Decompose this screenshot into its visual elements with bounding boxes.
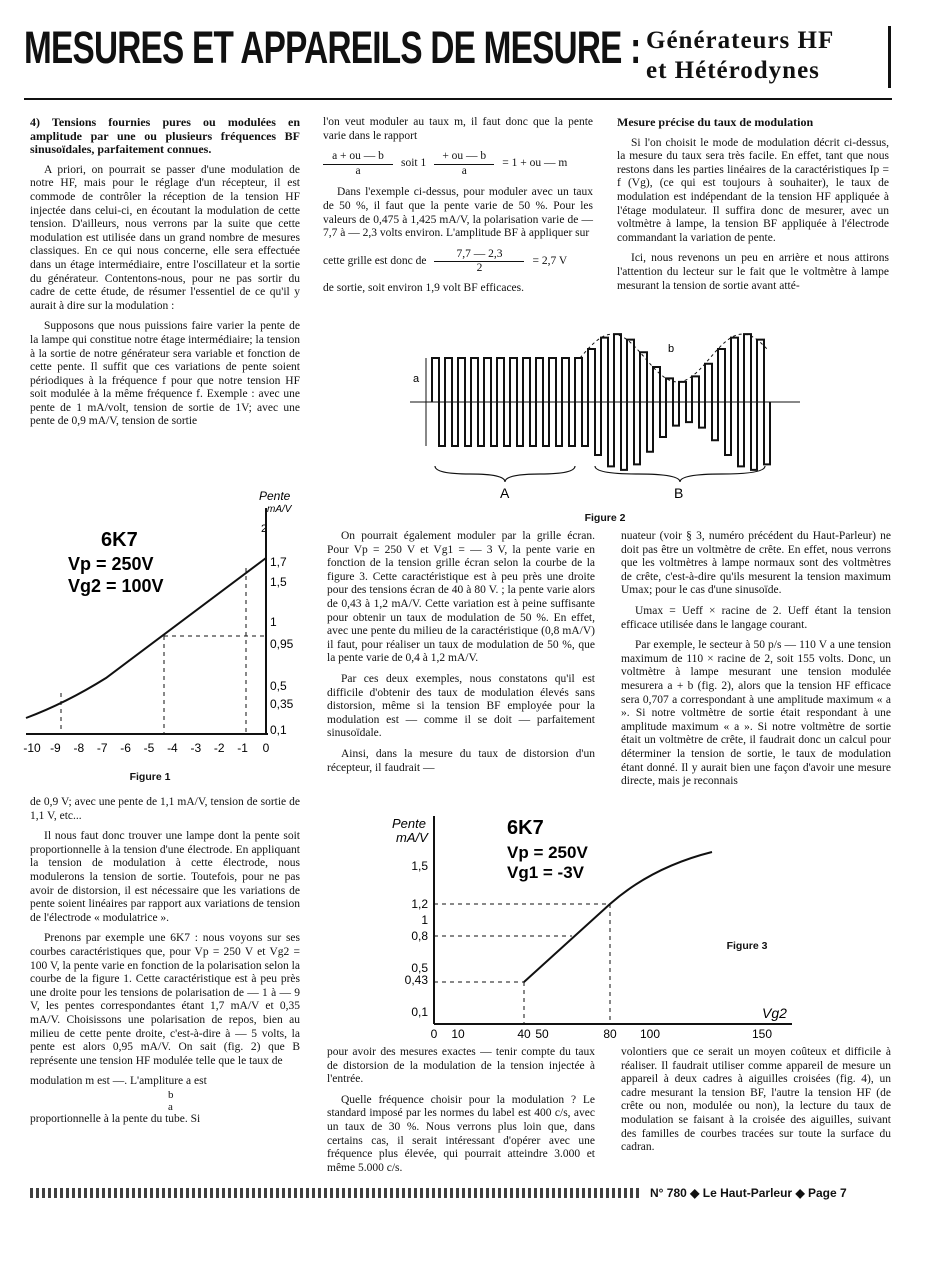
y-axis-unit: mA/V	[267, 504, 292, 515]
column-1-top	[30, 116, 300, 436]
figure-3-graph	[392, 812, 802, 1042]
column-2-bottom	[327, 1046, 595, 1182]
y-tick-label: 1,5	[411, 859, 428, 873]
y-tick-label: 1	[421, 913, 428, 927]
paragraph: volontiers que ce serait un moyen coûteux et difficile à réaliser. Il faudrait utiliser comme appareil de mesure un appareil à deux cadres à aiguilles croisées (fig. 4), un cadre mesurant la tension BF, l'autre la tension HF (de crête ou non, modulée ou non), la lecture du taux de modulation se faisant à la croisée des aiguilles, suivant des familles de courbes tracées sur toute la surface du cadran.	[621, 1046, 891, 1154]
paragraph: Il nous faut donc trouver une lampe dont la pente soit proportionnelle à la tension d'une électrode. En appliquant la tension de modulation à cette électrode, nous modulerons la tension de sortie. Toutefois, pour ne pas avoir de distorsion, il est nécessaire que les variations de pente soient linéaires par rapport aux variations de tension de l'électrode « modulatrice ».	[30, 830, 300, 924]
footer-rule	[30, 1188, 640, 1198]
figure-3-caption: Figure 3	[726, 940, 768, 952]
x-tick-label: 10	[451, 1027, 465, 1041]
diamond-icon: ◆	[690, 1186, 703, 1200]
guide-lines	[434, 904, 610, 1024]
figure-1-graph	[23, 488, 306, 778]
figure-2-caption: Figure 2	[584, 512, 626, 524]
y-tick-label: 1	[270, 615, 277, 629]
paragraph: Umax = Ueff × racine de 2. Ueff étant la tension efficace utilisée dans le langage courant.	[621, 604, 891, 631]
x-tick-label: -8	[73, 741, 85, 755]
x-tick-label: 0	[430, 1027, 438, 1041]
modulation-formula	[30, 1075, 300, 1089]
brace-a	[435, 466, 575, 482]
x-tick-label: 100	[639, 1027, 661, 1041]
paragraph: proportionnelle à la pente du tube. Si	[30, 1112, 201, 1125]
column-1-bottom	[30, 796, 300, 1133]
y-tick-labels	[270, 555, 294, 737]
tube-label: 6K7	[101, 529, 138, 551]
issue-number: N° 780	[650, 1186, 687, 1200]
column-3-middle	[621, 530, 891, 796]
x-tick-labels	[23, 741, 269, 755]
x-tick-label: -4	[167, 741, 178, 755]
paragraph: On pourrait également moduler par la grille écran. Pour Vp = 250 V et Vg1 = — 3 V, la pente varie en fonction de la tension grille écran selon la courbe de la figure 3. Cette caractéristique est à peu près une droite pour des tensions écran de 40 à 80 V. ; la pente varie alors de 0,43 à 1,2 mA/V. Cette variation est à peine suffisante pour obtenir un taux de modulation de 50 %. En effet, avec une pente du milieu de la caractéristique (0,8 mA/V) il faut, pour réaliser un taux de modulation de 50 %, que la pente varie de 0,4 à 1,2 mA/V.	[327, 530, 595, 665]
subtitle-box	[640, 26, 891, 88]
x-tick-label: 80	[603, 1027, 617, 1041]
figure-2-waveform	[410, 336, 800, 506]
formula-text: cette grille est donc de	[323, 255, 427, 268]
fraction-numerator: b	[168, 1088, 174, 1101]
x-tick-label: -7	[96, 741, 108, 755]
magazine-name: Le Haut-Parleur	[702, 1186, 793, 1200]
y-axis-unit: mA/V	[396, 830, 428, 845]
vg1-label: Vg1 = -3V	[507, 863, 585, 882]
fraction-denominator: a	[461, 164, 467, 177]
y-axis-label: Pente	[259, 489, 291, 503]
amplitude-formula	[323, 248, 593, 276]
x-tick-label: -6	[120, 741, 131, 755]
formula-text: = 1 + ou — m	[502, 157, 568, 170]
paragraph: Prenons par exemple une 6K7 : nous voyons sur ses courbes caractéristiques que, pour Vp = 250 V et Vg2 = 100 V, la pente varie en fonction de la polarisation selon la courbe de la figure 1. Cette caractéristique est à peu près une droite pour les tensions de polarisation de — 1 à — 9 V, les pentes correspondantes étant 1,7 mA/V et 0,35 mA/V. Choisissons une polarisation de repos, bien au milieu de cette pente droite, c'est-à-dire à — 5 volts, la pente est alors 0,95 mA/V. On sait (fig. 2) que B représente une tension HF modulée telle que le taux de	[30, 932, 300, 1067]
y-tick-label: 1,7	[270, 555, 287, 569]
paragraph: Supposons que nous puissions faire varier la pente de la lampe qui constitue notre étage intermédiaire; la tension à la sortie de notre générateur sera variable et fonction de cette pente. Il suffit que ces variations de pente soient périodiques à la fréquence f pour que notre tension HF soit modulée à la même fréquence f. Exemple : avec une pente de 1 mA/volt, tension de sortie de 1V; avec une pente de 0,9 mA/V, tension de sortie	[30, 320, 300, 428]
fraction-denominator: 2	[476, 262, 483, 275]
y-tick-label: 0,43	[404, 973, 428, 987]
paragraph: Ainsi, dans la mesure du taux de distorsion d'un récepteur, il faudrait —	[327, 747, 595, 774]
subtitle-line-1: Générateurs HF	[646, 27, 835, 54]
y-tick-label: 0,5	[411, 961, 428, 975]
y-tick-label: 1,5	[270, 575, 287, 589]
ratio-formula	[323, 150, 593, 178]
header-rule	[24, 98, 892, 100]
page-title: MESURES ET APPAREILS DE MESURE :	[24, 22, 641, 73]
footer	[650, 1186, 847, 1200]
column-2-middle	[327, 530, 595, 782]
x-tick-labels	[431, 1027, 773, 1041]
diamond-icon: ◆	[795, 1186, 808, 1200]
x-axis-label: Vg2	[762, 1005, 787, 1021]
section-heading: Mesure précise du taux de modulation	[617, 115, 814, 129]
vg2-label: Vg2 = 100V	[68, 576, 164, 596]
y-axis-label: Pente	[392, 816, 426, 831]
paragraph: Si l'on choisit le mode de modulation décrit ci-dessus, la mesure du taux sera très facile. En effet, tant que nous restons dans les parties linéaires de la caractéristiques Ip = f (Vg), (ce qui est toujours à souhaiter), le taux de modulation est indépendant de la tension HF appliquée à l'étage modulateur. Il suffira donc de mesurer, avec un voltmètre à lampe, la tension BF appliquée à l'électrode commandant la variation de pente.	[617, 136, 889, 244]
y-axis-top: 2	[261, 523, 268, 535]
region-label-a: A	[500, 485, 510, 501]
x-tick-label: -1	[237, 741, 248, 755]
y-tick-label: 0,1	[411, 1005, 428, 1019]
column-2-top	[323, 116, 593, 303]
region-label-b: B	[674, 485, 684, 501]
x-tick-label: 150	[751, 1027, 773, 1041]
formula-fraction	[30, 1089, 300, 1113]
paragraph: Par exemple, le secteur à 50 p/s — 110 V a une tension maximum de 110 × racine de 2, soit 155 volts. Donc, un voltmètre à lampe mesurant une tension modulée mesurera a + b (fig. 2), alors que la tension HF efficace sera 0,707 a correspondant à une amplitude maximum « a ». Si notre voltmètre de sortie était respondant à une amplitude maximum « a ». Si notre voltmètre de sortie était un voltmètre de crête, il faudrait donc un calcul pour déterminer la tension de sortie, le taux de modulation étant donné. Il y aurait bien une façon d'avoir une mesure directe, mais je reconnais	[621, 639, 891, 788]
x-tick-label: -2	[213, 741, 225, 755]
paragraph: Par ces deux exemples, nous constatons qu'il est difficile d'obtenir des taux de modulation élevés sans distorsion, même si la tension BF employée pour la modulation est — comme il se doit — parfaitement sinusoïdale.	[327, 672, 595, 740]
y-tick-label: 0,8	[411, 929, 428, 943]
y-tick-labels	[405, 859, 429, 1019]
paragraph: de sortie, soit environ 1,9 volt BF efficaces.	[323, 281, 524, 294]
x-tick-label: -9	[50, 741, 61, 755]
formula-text: modulation m est —. L'ampliture a est	[30, 1075, 207, 1088]
subtitle-line-2: et Hétérodynes	[646, 57, 820, 84]
x-tick-label: 50	[535, 1027, 549, 1041]
paragraph: Quelle fréquence choisir pour la modulation ? Le standard imposé par les normes du label est 400 c/s, avec un taux de 30 %. Nous verrons plus loin que, dans certains cas, il serait intéressant d'opérer avec une fréquence plus élevée, qui pourrait atteindre 3.000 et même 5.000 c/s.	[327, 1093, 595, 1174]
vp-label: Vp = 250V	[68, 554, 154, 574]
fraction-denominator: a	[355, 164, 361, 177]
fraction-numerator: 7,7 — 2,3	[456, 247, 503, 260]
paragraph: nuateur (voir § 3, numéro précédent du Haut-Parleur) ne doit pas être un voltmètre de crête. En effet, nous verrons que les voltmètres à lampe normaux sont des voltmètres de crête, c'est-à-dire qu'ils mesurent la tension maximum Umax; pour le cas d'une sinusoïde.	[621, 530, 891, 597]
y-tick-label: 0,5	[270, 679, 287, 693]
column-3-top	[617, 116, 889, 300]
x-tick-label: -5	[143, 741, 155, 755]
paragraph: Dans l'exemple ci-dessus, pour moduler avec un taux de 50 %, il faut que la pente varie de 50 %. Pour les valeurs de 0,475 à 1,425 mA/V, la polarisation varie de — 7,7 à — 2,3 volts environ. L'amplitude BF à appliquer sur	[323, 186, 593, 240]
section-heading-4: 4) Tensions fournies pures ou modulées en amplitude par une ou plusieurs fréquences BF sinusoïdales, parfaitement connues.	[30, 115, 300, 157]
y-tick-label: 1,2	[411, 897, 428, 911]
vp-label: Vp = 250V	[507, 843, 588, 862]
y-tick-label: 0,35	[270, 697, 294, 711]
y-tick-label: 0,1	[270, 723, 287, 737]
page-number: Page 7	[808, 1186, 847, 1200]
amplitude-label-a: a	[413, 373, 420, 385]
figure-1-caption: Figure 1	[129, 771, 171, 783]
column-3-bottom	[621, 1046, 891, 1162]
x-tick-label: -10	[23, 741, 41, 755]
amplitude-label-b: b	[668, 343, 675, 355]
fraction-denominator: a	[168, 1100, 173, 1113]
x-tick-label: 0	[262, 741, 270, 755]
x-tick-label: -3	[190, 741, 202, 755]
paragraph: l'on veut moduler au taux m, il faut donc que la pente varie dans le rapport	[323, 116, 593, 142]
y-tick-label: 0,95	[270, 637, 294, 651]
x-tick-label: 40	[517, 1027, 531, 1041]
fraction-numerator: a + ou — b	[332, 150, 384, 163]
formula-text: = 2,7 V	[532, 255, 568, 268]
paragraph: Ici, nous revenons un peu en arrière et nous attirons l'attention du lecteur sur le fait que le voltmètre à lampe mesurant la tension de sortie avant atté-	[617, 252, 889, 292]
paragraph: pour avoir des mesures exactes — tenir compte du taux de distorsion de la modulation de la tension injectée à l'entrée.	[327, 1046, 595, 1086]
formula-text: soit 1	[401, 157, 427, 170]
paragraph: A priori, on pourrait se passer d'une modulation de notre HF, mais pour le réglage d'un récepteur, il est commode de contrôler la réception de la tension HF injectée dans celui-ci, en écoutant la modulation de cette tension. D'ailleurs, nous verrons par la suite que cette modulation est utilisée dans un grand nombre de mesures classiques. En ce qui nous concerne, elle sera effectuée dans un étage intermédiaire, entre l'oscillateur et la sortie du générateur. Contentons-nous, pour ne pas sortir du cadre de cette étude, de résumer l'essentiel de ce qu'il y aurait à dire sur la modulation :	[30, 163, 300, 312]
tube-label: 6K7	[507, 817, 544, 839]
fraction-numerator: + ou — b	[442, 150, 487, 163]
paragraph: de 0,9 V; avec une pente de 1,1 mA/V, tension de sortie de 1,1 V, etc...	[30, 796, 300, 822]
